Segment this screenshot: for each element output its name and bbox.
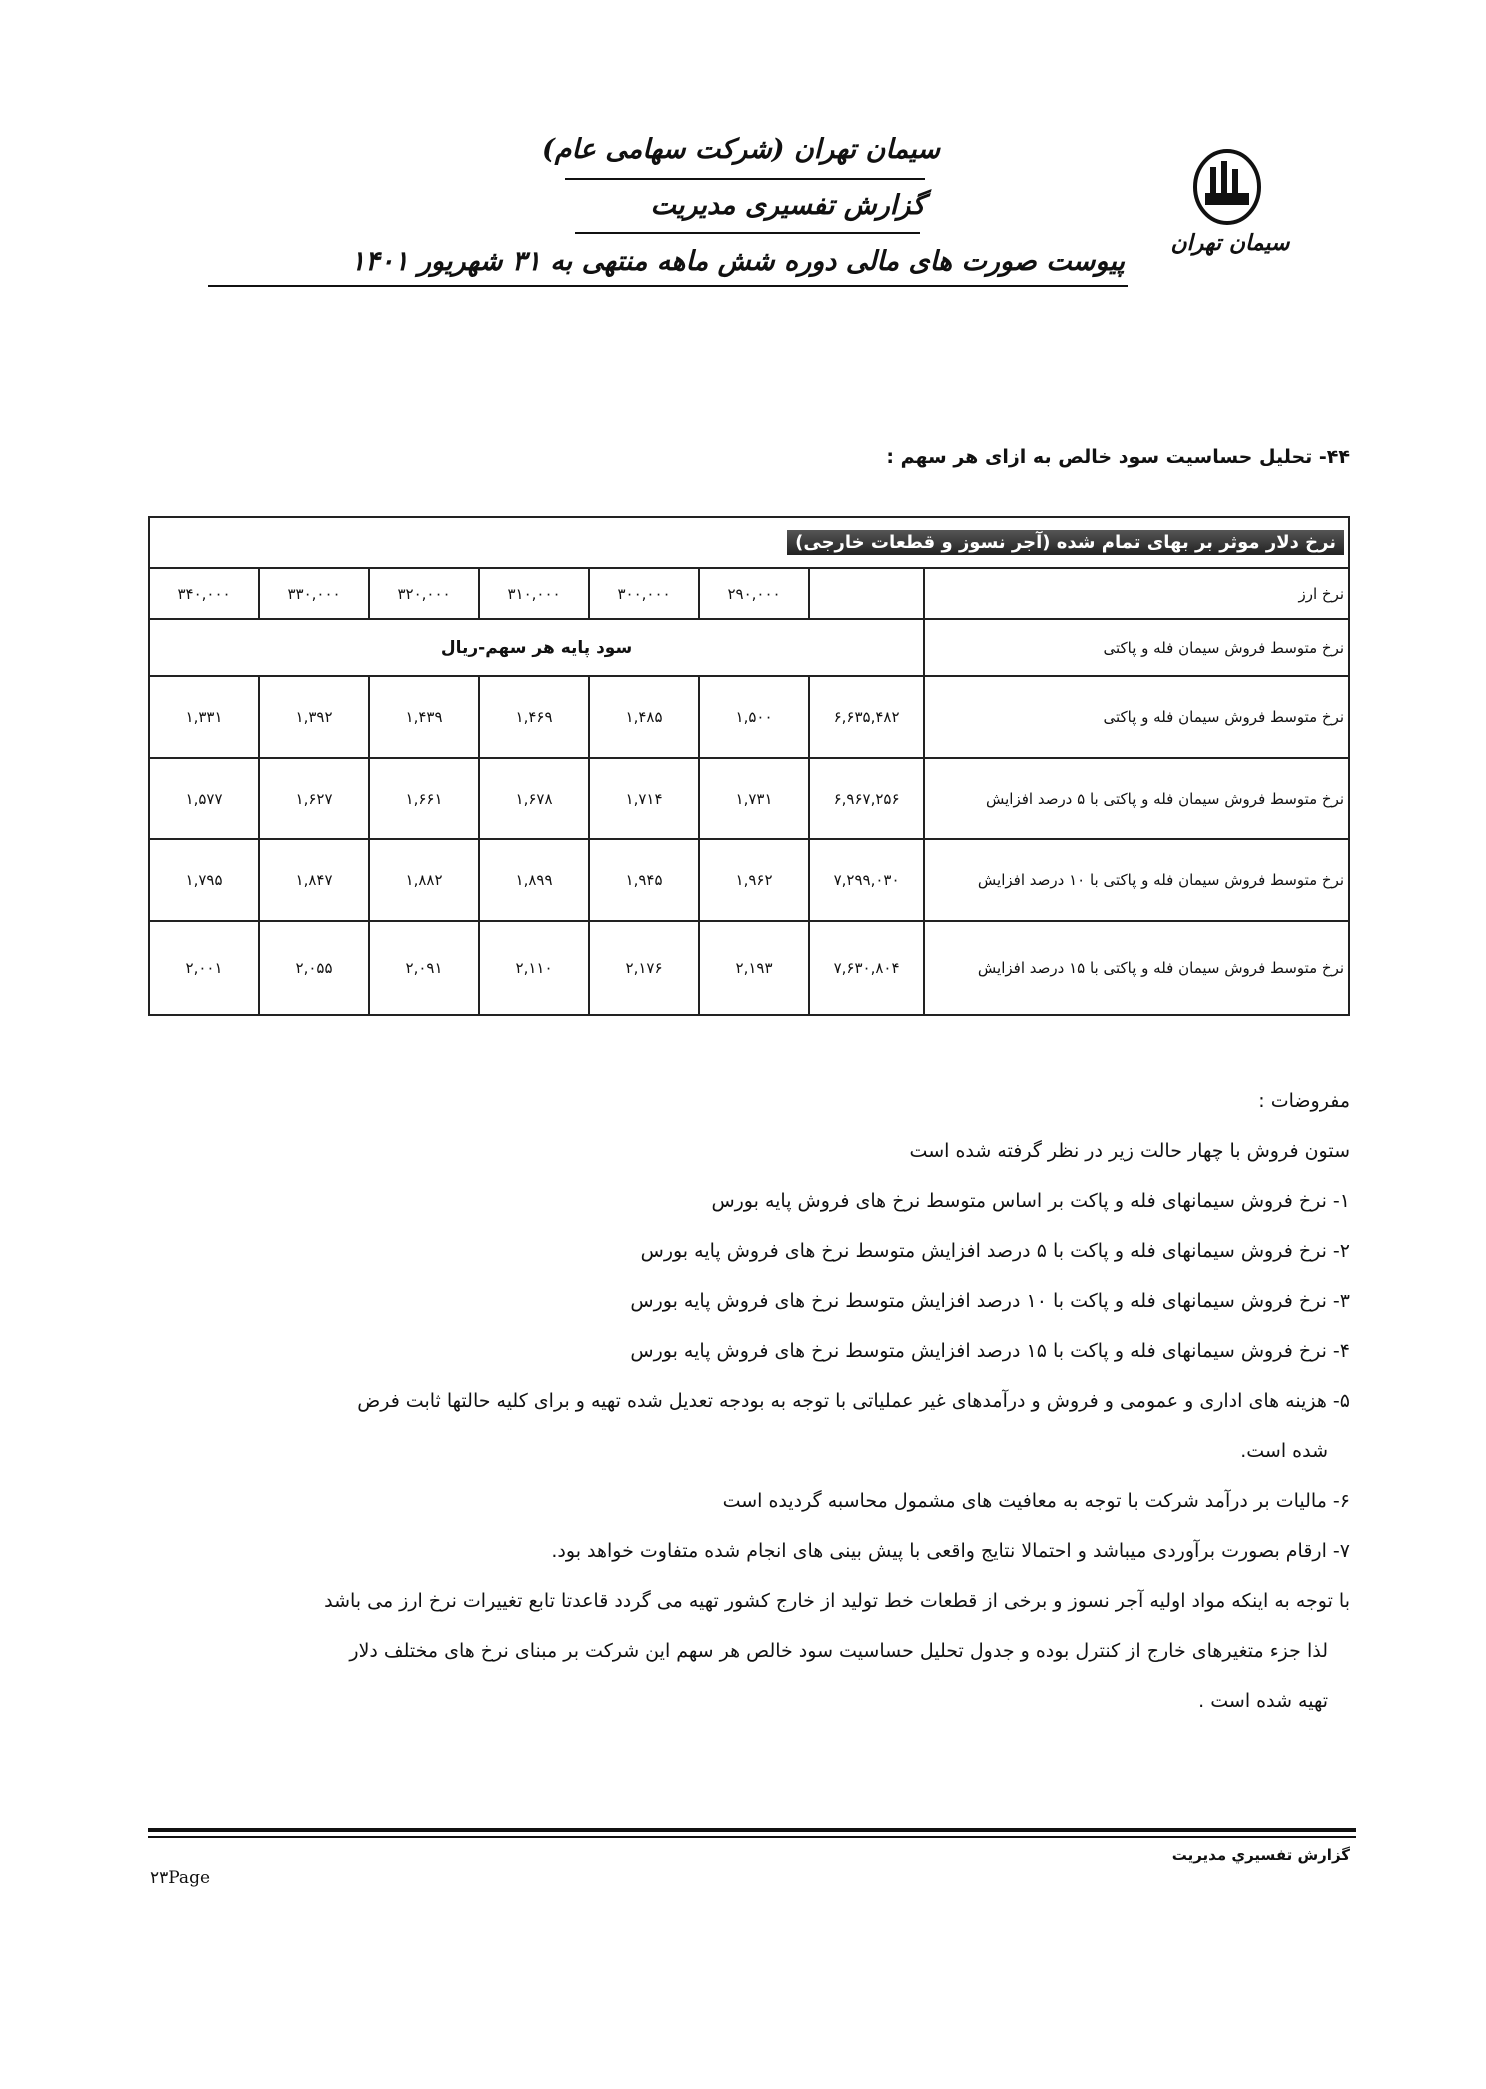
subheader-value: سود پایه هر سهم-ریال [149,619,924,676]
eps-cell: ۲,۱۱۰ [479,921,589,1015]
eps-cell: ۱,۷۱۴ [589,758,699,840]
subheader-label: نرخ متوسط فروش سیمان فله و پاکتی [924,619,1349,676]
assumption-item: ۵- هزینه های اداری و عمومی و فروش و درآمدهای غیر عملیاتی با توجه به بودجه تعدیل شده تهیه و برای کلیه حالتها ثابت فرض [357,1390,1350,1412]
eps-cell: ۱,۵۰۰ [699,676,809,758]
sensitivity-table [148,516,1350,1016]
table-band-row [149,517,1349,568]
currency-rate-cell: ۳۴۰,۰۰۰ [149,568,259,619]
eps-cell: ۱,۵۷۷ [149,758,259,840]
eps-cell: ۱,۸۸۲ [369,839,479,921]
subheader-row [149,619,1349,676]
eps-cell: ۱,۶۶۱ [369,758,479,840]
company-name: سیمان تهران (شرکت سهامی عام) [542,134,940,165]
eps-cell: ۲,۰۰۱ [149,921,259,1015]
header-rule-attachment [208,285,1128,287]
assumption-item: ۱- نرخ فروش سیمانهای فله و پاکت بر اساس متوسط نرخ های فروش پایه بورس [711,1190,1350,1212]
row-label: نرخ متوسط فروش سیمان فله و پاکتی با ۱۰ درصد افزایش [924,839,1349,921]
currency-rate-cell: ۳۱۰,۰۰۰ [479,568,589,619]
eps-cell: ۱,۳۳۱ [149,676,259,758]
closing-paragraph-line: با توجه به اینکه مواد اولیه آجر نسوز و برخی از قطعات خط تولید از خارج کشور تهیه می گردد قاعدتا تابع تغییرات نرخ ارز می باشد [324,1590,1350,1612]
eps-cell: ۱,۷۳۱ [699,758,809,840]
table-row [149,921,1349,1015]
empty-cell [809,568,924,619]
footer-title: گزارش تفسیري مدیریت [1171,1846,1350,1864]
eps-cell: ۱,۸۹۹ [479,839,589,921]
eps-cell: ۱,۴۳۹ [369,676,479,758]
attachment-title: پیوست صورت های مالی دوره شش ماهه منتهی به ۳۱ شهریور ۱۴۰۱ [350,246,1125,277]
eps-cell: ۱,۴۶۹ [479,676,589,758]
eps-cell: ۱,۴۸۵ [589,676,699,758]
assumptions-intro: ستون فروش با چهار حالت زیر در نظر گرفته شده است [909,1140,1350,1162]
row-rate: ۷,۶۳۰,۸۰۴ [809,921,924,1015]
eps-cell: ۲,۱۷۶ [589,921,699,1015]
eps-cell: ۱,۹۴۵ [589,839,699,921]
row-label: نرخ متوسط فروش سیمان فله و پاکتی [924,676,1349,758]
currency-rate-label: نرخ ارز [924,568,1349,619]
eps-cell: ۱,۹۶۲ [699,839,809,921]
eps-cell: ۲,۰۹۱ [369,921,479,1015]
eps-cell: ۲,۰۵۵ [259,921,369,1015]
band-label-cell [149,517,1349,568]
currency-rate-cell: ۳۳۰,۰۰۰ [259,568,369,619]
currency-rate-cell: ۳۰۰,۰۰۰ [589,568,699,619]
row-rate: ۷,۲۹۹,۰۳۰ [809,839,924,921]
assumption-item: ۲- نرخ فروش سیمانهای فله و پاکت با ۵ درصد افزایش متوسط نرخ های فروش پایه بورس [640,1240,1350,1262]
footer-rule-thin [148,1836,1356,1838]
currency-rate-cell: ۳۲۰,۰۰۰ [369,568,479,619]
row-rate: ۶,۶۳۵,۴۸۲ [809,676,924,758]
closing-paragraph-line: تهیه شده است . [1198,1690,1328,1712]
header-rule-company [565,178,925,180]
assumptions-section [180,1076,1350,1726]
eps-cell: ۱,۶۲۷ [259,758,369,840]
eps-cell: ۲,۱۹۳ [699,921,809,1015]
assumption-item: ۶- مالیات بر درآمد شرکت با توجه به معافیت های مشمول محاسبه گردیده است [722,1490,1350,1512]
eps-cell: ۱,۶۷۸ [479,758,589,840]
closing-paragraph-line: لذا جزء متغیرهای خارج از کنترل بوده و جدول تحلیل حساسیت سود خالص هر سهم این شرکت بر مبنای نرخ های مختلف دلار [349,1640,1328,1662]
footer-rule [148,1828,1356,1832]
table-row [149,676,1349,758]
header-rule-report [575,232,920,234]
table-row [149,758,1349,840]
page-number: ۲۳Page [150,1868,211,1888]
eps-cell: ۱,۷۹۵ [149,839,259,921]
table-row [149,839,1349,921]
row-label: نرخ متوسط فروش سیمان فله و پاکتی با ۵ درصد افزایش [924,758,1349,840]
row-label: نرخ متوسط فروش سیمان فله و پاکتی با ۱۵ درصد افزایش [924,921,1349,1015]
band-label: نرخ دلار موثر بر بهای تمام شده (آجر نسوز و قطعات خارجی) [787,530,1344,555]
eps-cell: ۱,۸۴۷ [259,839,369,921]
currency-rate-row [149,568,1349,619]
logo-text: سیمان تهران [1170,230,1290,256]
assumption-item: ۳- نرخ فروش سیمانهای فله و پاکت با ۱۰ درصد افزایش متوسط نرخ های فروش پایه بورس [630,1290,1350,1312]
assumption-item-continued: شده است. [1240,1440,1328,1462]
assumption-item: ۴- نرخ فروش سیمانهای فله و پاکت با ۱۵ درصد افزایش متوسط نرخ های فروش پایه بورس [630,1340,1350,1362]
currency-rate-cell: ۲۹۰,۰۰۰ [699,568,809,619]
report-title: گزارش تفسیری مدیریت [650,190,925,221]
row-rate: ۶,۹۶۷,۲۵۶ [809,758,924,840]
assumption-item: ۷- ارقام بصورت برآوردی میباشد و احتمالا نتایج واقعی با پیش بینی های انجام شده متفاوت خواهد بود. [551,1540,1350,1562]
assumptions-heading: مفروضات : [1258,1090,1350,1112]
eps-cell: ۱,۳۹۲ [259,676,369,758]
section-title: ۴۴- تحلیل حساسیت سود خالص به ازای هر سهم : [886,446,1350,468]
